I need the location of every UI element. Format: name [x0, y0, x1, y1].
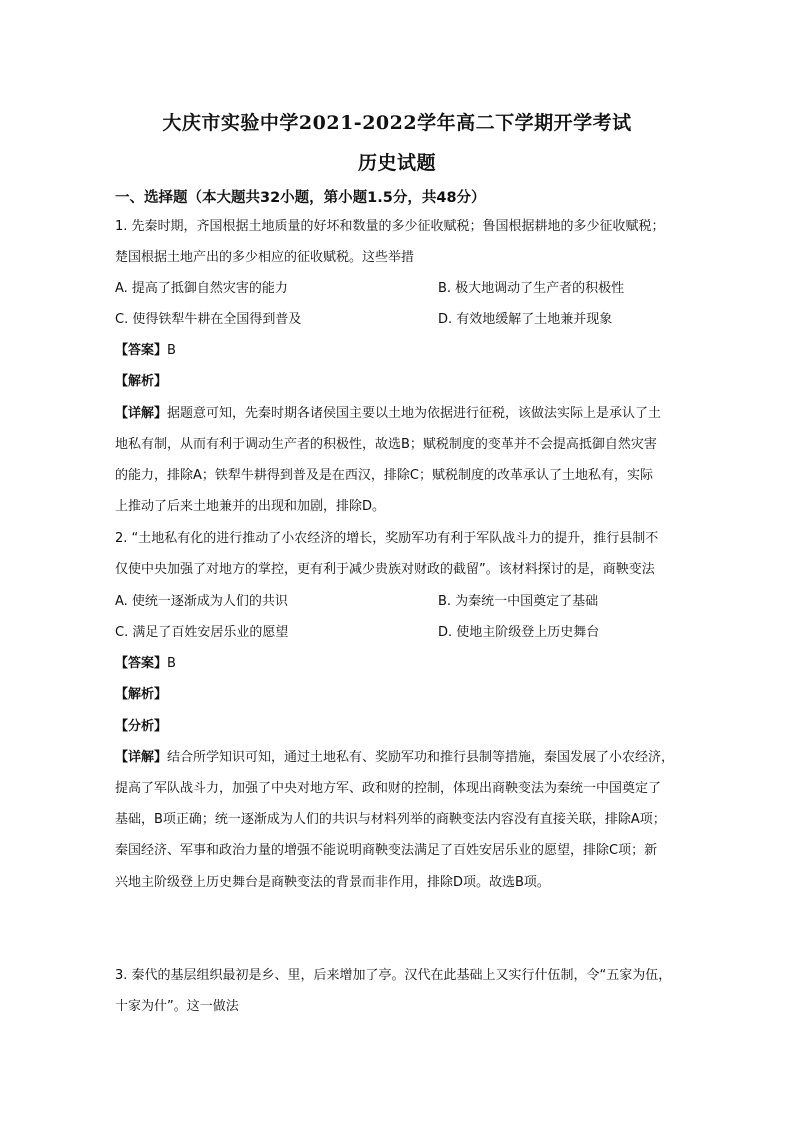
q2-answer-value: B — [167, 656, 176, 671]
q1-detail-line-2: 地私有制，从而有利于调动生产者的积极性，故选B；赋税制度的变革并不会提高抵御自然灾害 — [115, 437, 657, 452]
q2-option-a: A. 使统一逐渐成为人们的共识 — [115, 594, 288, 609]
q2-answer-tag: 【答案】 — [115, 656, 168, 671]
q2-detail-line-3: 基础，B项正确；统一逐渐成为人们的共识与材料列举的商鞅变法内容没有直接关联，排除A项； — [115, 812, 666, 827]
q1-detail-text-1: 据题意可知，先秦时期各诸侯国主要以土地为依据进行征税，该做法实际上是承认了土 — [167, 406, 662, 421]
q2-option-c: C. 满足了百姓安居乐业的愿望 — [115, 625, 289, 640]
q1-option-a: A. 提高了抵御自然灾害的能力 — [115, 281, 288, 296]
q2-detail-tag: 【详解】 — [115, 750, 168, 765]
q2-stem-line-2: 仅使中央加强了对地方的掌控，更有利于减少贵族对财政的截留”。该材料探讨的是，商鞅变法 — [115, 562, 655, 577]
q1-answer-tag: 【答案】 — [115, 343, 168, 358]
q2-detail-line-5: 兴地主阶级登上历史舞台是商鞅变法的背景而非作用，排除D项。故选B项。 — [115, 875, 550, 890]
exam-subtitle: 历史试题 — [357, 152, 436, 174]
q2-stem-line-1: 2. “土地私有化的进行推动了小农经济的增长，奖励军功有利于军队战斗力的提升，推行县制不 — [115, 531, 659, 546]
q1-detail-line-4: 上推动了后来土地兼并的出现和加剧，排除D。 — [115, 499, 386, 514]
q1-answer-value: B — [167, 343, 176, 358]
q2-detail-line-1 — [115, 750, 705, 766]
q2-fenxi-tag: 【分析】 — [115, 719, 168, 734]
section-heading: 一、选择题（本大题共32小题，第小题1.5分，共48分） — [115, 190, 486, 206]
q2-answer — [115, 656, 705, 672]
q2-detail-line-4: 秦国经济、军事和政治力量的增强不能说明商鞅变法满足了百姓安居乐业的愿望，排除C项；新 — [115, 843, 658, 858]
q2-detail-text-1: 结合所学知识可知，通过土地私有、奖励军功和推行县制等措施，秦国发展了小农经济， — [167, 750, 675, 765]
q2-option-b: B. 为秦统一中国奠定了基础 — [438, 594, 599, 609]
q1-option-c: C. 使得铁犁牛耕在全国得到普及 — [115, 312, 302, 327]
q3-stem-line-2: 十家为什”。这一做法 — [115, 999, 239, 1014]
q1-detail-line-3: 的能力，排除A；铁犁牛耕得到普及是在西汉，排除C；赋税制度的改革承认了土地私有，实际 — [115, 468, 653, 483]
q2-detail-line-2: 提高了军队战斗力，加强了中央对地方军、政和财的控制，体现出商鞅变法为秦统一中国奠定了 — [115, 781, 662, 796]
q2-analysis-tag: 【解析】 — [115, 687, 168, 702]
q1-detail-line-1 — [115, 406, 705, 422]
q1-stem-line-2: 楚国根据土地产出的多少相应的征收赋税。这些举措 — [115, 250, 415, 265]
exam-title: 大庆市实验中学2021-2022学年高二下学期开学考试 — [162, 112, 632, 134]
q3-stem-line-1: 3. 秦代的基层组织最初是乡、里，后来增加了亭。汉代在此基础上又实行什伍制，令“五家为伍， — [115, 968, 672, 983]
q1-option-d: D. 有效地缓解了土地兼并现象 — [438, 312, 613, 327]
q1-analysis-tag: 【解析】 — [115, 374, 168, 389]
q1-answer — [115, 343, 705, 359]
q1-detail-tag: 【详解】 — [115, 406, 168, 421]
q1-stem-line-1: 1. 先秦时期，齐国根据土地质量的好坏和数量的多少征收赋税；鲁国根据耕地的多少征收赋税； — [115, 219, 665, 234]
q2-option-d: D. 使地主阶级登上历史舞台 — [438, 625, 600, 640]
q1-option-b: B. 极大地调动了生产者的积极性 — [438, 281, 625, 296]
